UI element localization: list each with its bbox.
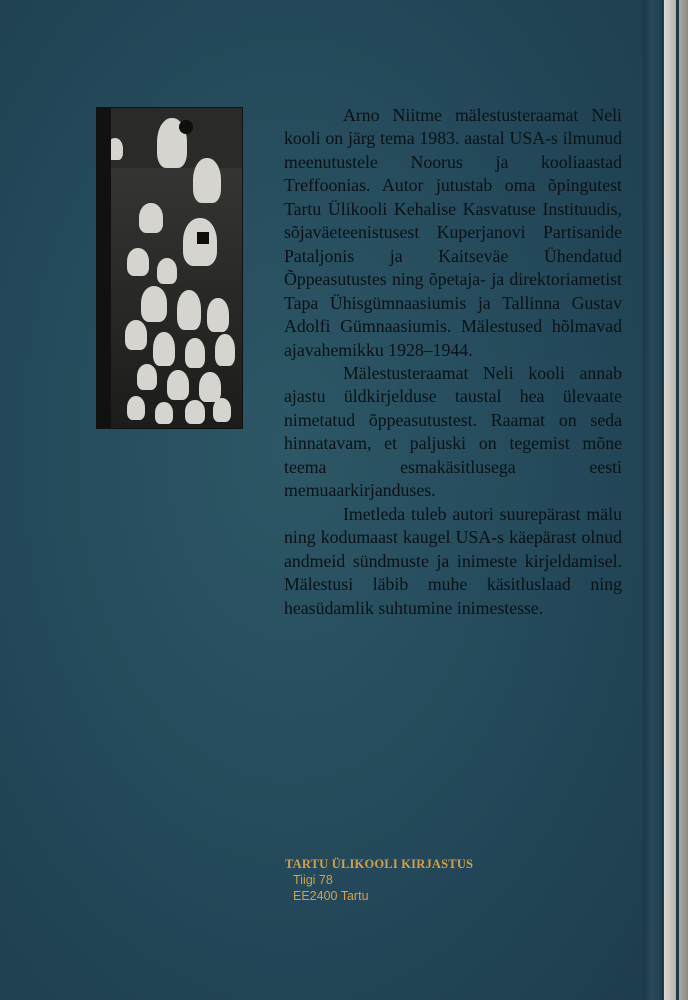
book-spine-edge [643, 0, 688, 1000]
blurb-paragraph-2: Mälestusteraamat Neli kooli annab ajastu üldkirjelduse taustal hea ülevaate nimetatud õppeasutustest. Raamat on seda hinnatavam, et paljuski on tegemist mõne teema esmakäsitlusega eesti memuaarkirjanduses. [284, 362, 622, 501]
blurb-text [284, 104, 622, 620]
publisher-city: EE2400 Tartu [293, 889, 369, 903]
spine-fold-outer [676, 0, 679, 1000]
group-photo [96, 107, 243, 429]
spine-fold [662, 0, 664, 1000]
publisher-imprint [285, 857, 473, 904]
publisher-street: Tiigi 78 [293, 873, 333, 887]
publisher-name: TARTU ÜLIKOOLI KIRJASTUS [285, 857, 474, 871]
blurb-paragraph-3: Imetleda tuleb autori suurepärast mälu ning kodumaast kaugel USA-s käepärast olnud andmeid sündmuste ja inimeste kirjeldamisel. Mälestusi läbib muhe käsitluslaad ning heasüdamlik suhtumine inimestesse. [284, 503, 622, 618]
blurb-paragraph-1: Arno Niitme mälestusteraamat Neli kooli on järg tema 1983. aastal USA-s ilmunud meenutustele Noorus ja kooliaastad Treffoonias. Autor jutustab oma õpingutest Tartu Ülikooli Kehalise Kasvatuse Instituudis, sõjaväeteenistusest Kuperjanovi Partisanide Pataljonis ja Kaitseväe Ühendatud Õppeasutustes ning õpetaja- ja direktoriametist Tapa Ühisgümnaasiumis ja Tallinna Gustav Adolfi Gümnaasiumis. Mälestused hõlmavad ajavahemikku 1928–1944. [284, 105, 622, 360]
